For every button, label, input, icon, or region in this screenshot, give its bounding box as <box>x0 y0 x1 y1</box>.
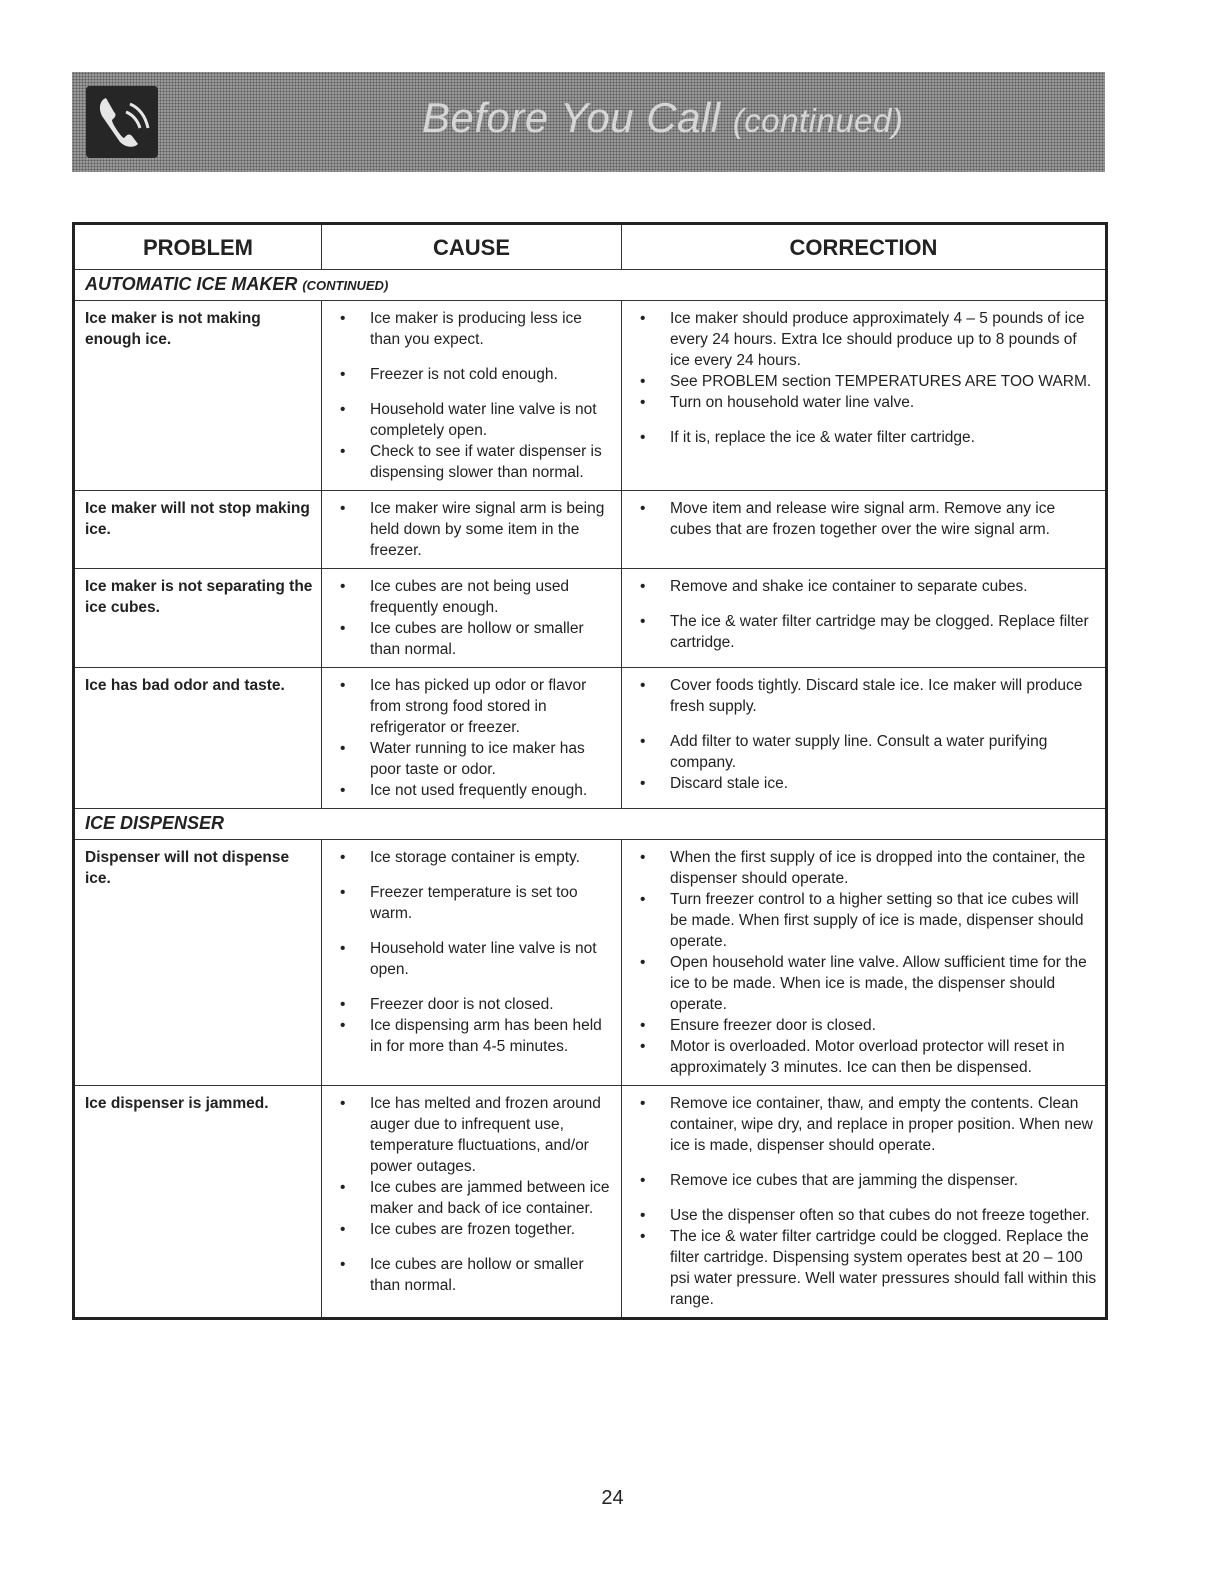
page-number: 24 <box>601 1487 624 1509</box>
cause-item: Ice dispensing arm has been held in for more than 4-5 minutes. <box>370 1017 602 1055</box>
cause-item: Ice maker wire signal arm is being held down by some item in the freezer. <box>370 500 605 559</box>
correction-item: Remove ice container, thaw, and empty the contents. Clean container, wipe dry, and replace in proper position. When new ice is made, dispenser should operate. <box>670 1095 1093 1154</box>
cause-item: Ice has picked up odor or flavor from strong food stored in refrigerator or freezer. <box>370 677 587 736</box>
problem-cell: Ice has bad odor and taste. <box>74 668 322 809</box>
correction-item: Remove ice cubes that are jamming the dispenser. <box>670 1172 1019 1189</box>
table-row <box>74 569 1107 668</box>
correction-cell: • Remove and shake ice container to separate cubes. • The ice & water filter cartridge may be clogged. Replace filter cartridge. <box>622 569 1107 668</box>
problem-cell: Ice dispenser is jammed. <box>74 1086 322 1319</box>
correction-cell: • Move item and release wire signal arm. Remove any ice cubes that are frozen together over the wire signal arm. <box>622 491 1107 569</box>
correction-item: Ice maker should produce approximately 4 – 5 pounds of ice every 24 hours. Extra Ice should produce up to 8 pounds of ice every 24 hours. <box>670 310 1085 369</box>
column-header-correction: CORRECTION <box>622 224 1107 270</box>
correction-item: Open household water line valve. Allow sufficient time for the ice to be made. When ice is made, the dispenser should operate. <box>670 954 1087 1013</box>
correction-item: Turn on household water line valve. <box>670 394 915 411</box>
section-row <box>74 809 1107 840</box>
troubleshooting-table <box>72 222 1108 1320</box>
correction-item: If it is, replace the ice & water filter cartridge. <box>670 429 975 446</box>
table-row <box>74 491 1107 569</box>
correction-cell: • Remove ice container, thaw, and empty the contents. Clean container, wipe dry, and replace in proper position. When new ice is made, dispenser should operate. • Remove ice cubes that are jamming the dispenser. • Use the dispenser often so that cubes do not freeze together. • The ice & water filter cartridge could be clogged. Replace the filter cartridge. Dispensing system operates best at 20 – 100 psi water pressure. Well water pressures should fall within this range. <box>622 1086 1107 1319</box>
table-row <box>74 1086 1107 1319</box>
cause-cell: • Ice maker wire signal arm is being held down by some item in the freezer. <box>322 491 622 569</box>
correction-item: Motor is overloaded. Motor overload protector will reset in approximately 3 minutes. Ice can then be dispensed. <box>670 1038 1065 1076</box>
correction-item: When the first supply of ice is dropped into the container, the dispenser should operate. <box>670 849 1086 887</box>
correction-item: Cover foods tightly. Discard stale ice. Ice maker will produce fresh supply. <box>670 677 1083 715</box>
cause-item: Ice maker is producing less ice than you expect. <box>370 310 582 348</box>
correction-item: Add filter to water supply line. Consult a water purifying company. <box>670 733 1048 771</box>
correction-item: Remove and shake ice container to separate cubes. <box>670 578 1028 595</box>
problem-cell: Ice maker will not stop making ice. <box>74 491 322 569</box>
problem-cell: Ice maker is not making enough ice. <box>74 301 322 491</box>
correction-item: Ensure freezer door is closed. <box>670 1017 876 1034</box>
correction-cell: • Cover foods tightly. Discard stale ice. Ice maker will produce fresh supply. • Add filter to water supply line. Consult a water purifying company. • Discard stale ice. <box>622 668 1107 809</box>
cause-item: Ice cubes are not being used frequently enough. <box>370 578 570 616</box>
troubleshooting-table-container <box>72 222 1105 1320</box>
cause-item: Freezer is not cold enough. <box>370 366 558 383</box>
cause-item: Ice not used frequently enough. <box>370 782 588 799</box>
cause-item: Ice cubes are frozen together. <box>370 1221 576 1238</box>
cause-cell: • Ice has melted and frozen around auger due to infrequent use, temperature fluctuations, and/or power outages. • Ice cubes are jammed between ice maker and back of ice container. • Ice cubes are frozen together. • Ice cubes are hollow or smaller than normal. <box>322 1086 622 1319</box>
cause-item: Water running to ice maker has poor taste or odor. <box>370 740 585 778</box>
cause-item: Ice storage container is empty. <box>370 849 580 866</box>
cause-item: Ice has melted and frozen around auger due to infrequent use, temperature fluctuations, and/or power outages. <box>370 1095 601 1175</box>
correction-item: Discard stale ice. <box>670 775 789 792</box>
cause-item: Freezer door is not closed. <box>370 996 554 1013</box>
cause-item: Ice cubes are jammed between ice maker and back of ice container. <box>370 1179 610 1217</box>
column-header-cause: CAUSE <box>322 224 622 270</box>
phone-handset-icon <box>86 86 158 158</box>
correction-item: The ice & water filter cartridge could be clogged. Replace the filter cartridge. Dispensing system operates best at 20 – 100 psi water pressure. Well water pressures should fall within this range. <box>670 1228 1097 1308</box>
correction-item: Move item and release wire signal arm. Remove any ice cubes that are frozen together over the wire signal arm. <box>670 500 1056 538</box>
correction-cell: • Ice maker should produce approximately 4 – 5 pounds of ice every 24 hours. Extra Ice should produce up to 8 pounds of ice every 24 hours. • See PROBLEM section TEMPERATURES ARE TOO WARM. • Turn on household water line valve. • If it is, replace the ice & water filter cartridge. <box>622 301 1107 491</box>
section-title: ICE DISPENSER <box>74 809 1107 840</box>
page-title: Before You Call (continued) <box>422 94 904 141</box>
table-row <box>74 301 1107 491</box>
correction-cell: • When the first supply of ice is dropped into the container, the dispenser should operate. • Turn freezer control to a higher setting so that ice cubes will be made. When first supply of ice is made, dispenser should operate. • Open household water line valve. Allow sufficient time for the ice to be made. When ice is made, the dispenser should operate. • Ensure freezer door is closed. • Motor is overloaded. Motor overload protector will reset in approximately 3 minutes. Ice can then be dispensed. <box>622 840 1107 1086</box>
problem-cell: Ice maker is not separating the ice cubes. <box>74 569 322 668</box>
cause-cell: • Ice storage container is empty. • Freezer temperature is set too warm. • Household water line valve is not open. • Freezer door is not closed. • Ice dispensing arm has been held in for more than 4-5 minutes. <box>322 840 622 1086</box>
cause-cell: • Ice has picked up odor or flavor from strong food stored in refrigerator or freezer. • Water running to ice maker has poor taste or odor. • Ice not used frequently enough. <box>322 668 622 809</box>
cause-cell: • Ice cubes are not being used frequently enough. • Ice cubes are hollow or smaller than normal. <box>322 569 622 668</box>
column-header-problem: PROBLEM <box>74 224 322 270</box>
cause-item: Freezer temperature is set too warm. <box>370 884 578 922</box>
header-row <box>74 224 1107 270</box>
cause-item: Ice cubes are hollow or smaller than normal. <box>370 620 584 658</box>
cause-item: Household water line valve is not open. <box>370 940 597 978</box>
correction-item: Turn freezer control to a higher setting so that ice cubes will be made. When first supply of ice is made, dispenser should operate. <box>670 891 1084 950</box>
correction-item: See PROBLEM section TEMPERATURES ARE TOO WARM. <box>670 373 1092 390</box>
cause-item: Household water line valve is not completely open. <box>370 401 597 439</box>
correction-item: Use the dispenser often so that cubes do not freeze together. <box>670 1207 1090 1224</box>
table-row <box>74 668 1107 809</box>
section-title: AUTOMATIC ICE MAKER (CONTINUED) <box>74 270 1107 301</box>
header-banner <box>72 72 1105 172</box>
cause-item: Ice cubes are hollow or smaller than normal. <box>370 1256 584 1294</box>
cause-item: Check to see if water dispenser is dispensing slower than normal. <box>370 443 602 481</box>
cause-cell: • Ice maker is producing less ice than you expect. • Freezer is not cold enough. • Household water line valve is not completely open. • Check to see if water dispenser is dispensing slower than normal. <box>322 301 622 491</box>
section-row <box>74 270 1107 301</box>
table-row <box>74 840 1107 1086</box>
problem-cell: Dispenser will not dispense ice. <box>74 840 322 1086</box>
correction-item: The ice & water filter cartridge may be clogged. Replace filter cartridge. <box>670 613 1089 651</box>
